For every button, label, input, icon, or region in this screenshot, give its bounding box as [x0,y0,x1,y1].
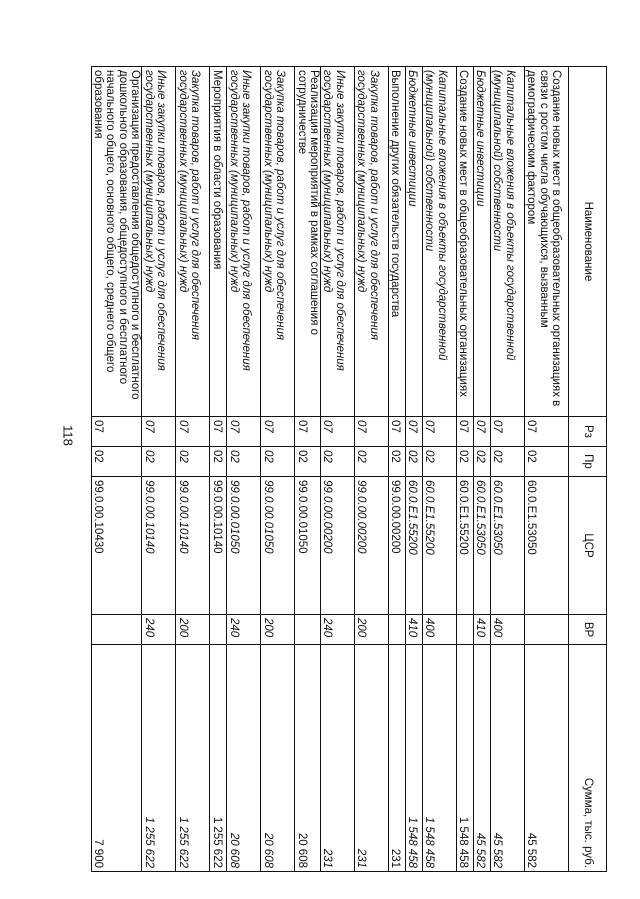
row-sum: 20 608 [295,645,321,872]
table-body [91,67,568,872]
header-vr: ВР [569,615,607,645]
row-csr: 60.0.E1.55200 [406,477,423,615]
table-row [423,67,457,872]
table-row [491,67,525,872]
row-sum: 1 548 458 [423,645,457,872]
row-sum: 1 548 458 [406,645,423,872]
row-vr [389,615,406,645]
row-sum: 231 [389,645,406,872]
row-name: Организация предоставления общедоступного и бесплатного дошкольного образования, общедоступного и бесплатного начального общего, основного общего, среднего общего образования [91,67,142,417]
row-vr: 200 [261,615,295,645]
row-vr: 410 [474,615,491,645]
row-sum: 1 548 458 [457,645,474,872]
table-header-row [569,67,607,872]
row-sum: 45 582 [491,645,525,872]
header-rz: Рз [569,417,607,447]
row-name: Иные закупки товаров, работ и услуг для обеспечения государственных (муниципальных) нужд [142,67,176,417]
row-sum: 7 900 [91,645,142,872]
row-pr: 02 [261,447,295,477]
table-row [389,67,406,872]
row-sum: 20 608 [261,645,295,872]
row-vr: 240 [142,615,176,645]
row-rz: 07 [176,417,210,447]
row-pr: 02 [227,447,261,477]
row-name: Реализация мероприятий в рамках соглашения о сотрудничестве [295,67,321,417]
row-name: Капитальные вложения в объекты государственной (муниципальной) собственности [491,67,525,417]
row-csr: 60.0.E1.53050 [525,477,569,615]
row-pr: 02 [142,447,176,477]
row-vr: 400 [423,615,457,645]
row-vr [91,615,142,645]
row-vr: 200 [176,615,210,645]
row-pr: 02 [210,447,227,477]
row-rz: 07 [457,417,474,447]
row-csr: 99.0.00.10140 [142,477,176,615]
row-csr: 99.0.00.00200 [321,477,355,615]
row-vr: 410 [406,615,423,645]
row-rz: 07 [525,417,569,447]
row-csr: 99.0.00.00200 [389,477,406,615]
row-sum: 1 255 622 [176,645,210,872]
row-csr: 60.0.E1.53050 [491,477,525,615]
row-pr: 02 [355,447,389,477]
table-row [457,67,474,872]
table-row [210,67,227,872]
row-name: Бюджетные инвестиции [406,67,423,417]
row-csr: 99.0.00.00200 [355,477,389,615]
row-sum: 20 608 [227,645,261,872]
header-sum: Сумма, тыс. руб. [569,645,607,872]
page-number: 118 [60,425,76,446]
row-rz: 07 [491,417,525,447]
row-vr [457,615,474,645]
header-name: Наименование [569,67,607,417]
row-sum: 45 582 [474,645,491,872]
row-csr: 99.0.00.10430 [91,477,142,615]
row-csr: 99.0.00.01050 [295,477,321,615]
header-csr: ЦСР [569,477,607,615]
row-name: Выполнение других обязательств государства [389,67,406,417]
table-row [227,67,261,872]
row-rz: 07 [227,417,261,447]
row-name: Капитальные вложения в объекты государственной (муниципальной) собственности [423,67,457,417]
row-sum: 1 255 622 [142,645,176,872]
row-sum: 1 255 622 [210,645,227,872]
table-row [91,67,142,872]
row-vr [210,615,227,645]
row-vr [295,615,321,645]
row-rz: 07 [406,417,423,447]
row-name: Иные закупки товаров, работ и услуг для обеспечения государственных (муниципальных) нужд [227,67,261,417]
table-row [355,67,389,872]
row-pr: 02 [525,447,569,477]
row-rz: 07 [321,417,355,447]
budget-table [91,66,607,872]
row-sum: 231 [355,645,389,872]
row-csr: 60.0.E1.53050 [474,477,491,615]
row-pr: 02 [295,447,321,477]
row-csr: 99.0.00.01050 [261,477,295,615]
row-vr [525,615,569,645]
row-name: Создание новых мест в общеобразовательных организациях в связи с ростом числа обучающихся, вызванным демографическим фактором [525,67,569,417]
row-csr: 60.0.E1.55200 [423,477,457,615]
row-name: Иные закупки товаров, работ и услуг для обеспечения государственных (муниципальных) нужд [321,67,355,417]
row-rz: 07 [389,417,406,447]
row-vr: 400 [491,615,525,645]
row-vr: 240 [321,615,355,645]
row-name: Создание новых мест в общеобразовательных организациях [457,67,474,417]
row-vr: 240 [227,615,261,645]
row-pr: 02 [176,447,210,477]
row-csr: 60.0.E1.55200 [457,477,474,615]
budget-table-frame [91,66,607,871]
table-row [261,67,295,872]
table-row [295,67,321,872]
row-vr: 200 [355,615,389,645]
table-row [474,67,491,872]
row-name: Закупка товаров, работ и услуг для обеспечения государственных (муниципальных) нужд [176,67,210,417]
row-pr: 02 [389,447,406,477]
row-rz: 07 [474,417,491,447]
table-row [525,67,569,872]
row-rz: 07 [261,417,295,447]
row-csr: 99.0.00.10140 [176,477,210,615]
row-pr: 02 [321,447,355,477]
row-rz: 07 [210,417,227,447]
row-pr: 02 [491,447,525,477]
row-rz: 07 [423,417,457,447]
row-name: Закупка товаров, работ и услуг для обеспечения государственных (муниципальных) нужд [355,67,389,417]
table-row [321,67,355,872]
row-sum: 231 [321,645,355,872]
row-csr: 99.0.00.01050 [227,477,261,615]
row-csr: 99.0.00.10140 [210,477,227,615]
table-row [176,67,210,872]
row-pr: 02 [457,447,474,477]
row-rz: 07 [295,417,321,447]
row-rz: 07 [355,417,389,447]
row-pr: 02 [91,447,142,477]
row-rz: 07 [91,417,142,447]
row-sum: 45 582 [525,645,569,872]
row-pr: 02 [423,447,457,477]
row-pr: 02 [406,447,423,477]
row-name: Мероприятия в области образования [210,67,227,417]
table-row [406,67,423,872]
row-rz: 07 [142,417,176,447]
row-name: Закупка товаров, работ и услуг для обеспечения государственных (муниципальных) нужд [261,67,295,417]
table-row [142,67,176,872]
row-pr: 02 [474,447,491,477]
header-pr: Пр [569,447,607,477]
row-name: Бюджетные инвестиции [474,67,491,417]
budget-table-rotated [91,66,607,871]
